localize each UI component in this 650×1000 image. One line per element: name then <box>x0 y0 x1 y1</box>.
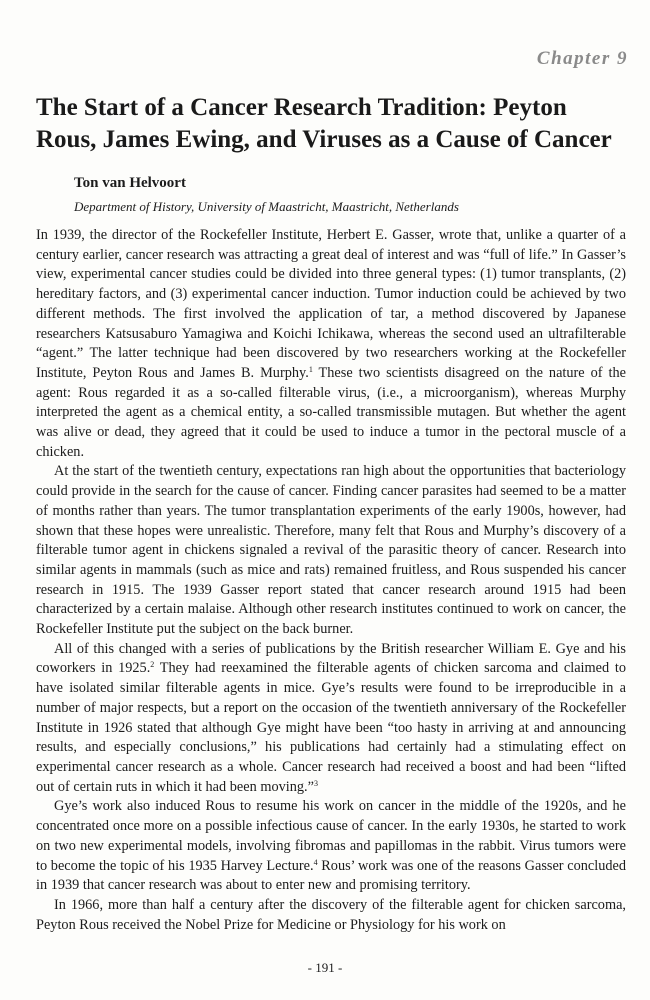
footnote-ref-2: 2 <box>150 660 155 670</box>
paragraph-text: These two scientists disagreed on the nature of the agent: Rous regarded it as a so-called filterable virus, (i.e., a microorganism), whereas Murphy interpreted the agent as a chemical entity, a so-called transmissible mutagen. But whether the agent was alive or dead, they agreed that it could be used to induce a tumor in the pectoral muscle of a chicken. <box>36 364 626 460</box>
author-name: Ton van Helvoort <box>74 175 186 191</box>
paragraph-text: Gye’s work also induced Rous to resume his work on cancer in the middle of the 1920s, and he concentrated once more on a possible infectious cause of cancer. In the early 1930s, he started to work on two new experimental models, involving fibromas and papillomas in the rabbit. Virus tumors were to become the topic of his 1935 Harvey Lecture. <box>36 798 626 874</box>
author-affiliation: Department of History, University of Maastricht, Maastricht, Netherlands <box>74 199 459 214</box>
footnote-ref-1: 1 <box>308 364 313 374</box>
paragraph-text: At the start of the twentieth century, expectations ran high about the opportunities that bacteriology could provide in the search for the cause of cancer. Finding cancer parasites had seemed to be a matter of months rather than years. The tumor transplantation experiments of the early 1900s, however, had shown that these hopes were unrealistic. Therefore, many felt that Rous and Murphy’s discovery of a filterable tumor agent in chickens signaled a revival of the parasitic theory of cancer. Research into similar agents in mammals (such as mice and rats) remained fruitless, and Rous suspended his cancer research in 1915. The 1939 Gasser report stated that cancer research around 1915 had been characterized by a certain malaise. Although other research institutes continued to work on cancer, the Rockefeller Institute put the subject on the back burner. <box>36 463 626 638</box>
paragraph-text: In 1939, the director of the Rockefeller Institute, Herbert E. Gasser, wrote that, unlike a quarter of a century earlier, cancer research was attracting a great deal of interest and was “full of life.” In Gasser’s view, experimental cancer studies could be divided into three general types: (1) tumor transplants, (2) hereditary factors, and (3) experimental cancer induction. Tumor induction could be achieved by two different methods. The first involved the application of tar, a method discovered by Japanese researchers Katsusaburo Yamagiwa and Koichi Ichikawa, whereas the second used an ultrafilterable “agent.” The latter technique had been discovered by two researchers working at the Rockefeller Institute, Peyton Rous and James B. Murphy. <box>36 227 626 381</box>
paragraph-4 <box>36 797 626 896</box>
footnote-ref-3: 3 <box>313 778 318 788</box>
chapter-label: Chapter 9 <box>536 48 628 69</box>
page-number: - 191 - <box>307 960 343 975</box>
body-text <box>36 226 626 935</box>
paragraph-text: All of this changed with a series of publications by the British researcher William E. Gye and his coworkers in 1925. <box>36 640 626 677</box>
paragraph-text: They had reexamined the filterable agents of chicken sarcoma and claimed to have isolated similar filterable agents in mice. Gye’s results were found to be irreproducible in a number of major respects, but a report on the occasion of the twentieth anniversary of the Rockefeller Institute in 1926 stated that although Gye might have been “too hasty in arriving at and announcing results, and especially conclusions,” his publications had certainly had a stimulating effect on experimental cancer research as a whole. Cancer research had received a boost and had been “lifted out of certain ruts in which it had been moving.” <box>36 660 626 795</box>
chapter-title: The Start of a Cancer Research Tradition: Peyton Rous, James Ewing, and Viruses as a Cause of Cancer <box>36 94 612 153</box>
paragraph-5 <box>36 896 626 935</box>
paragraph-2 <box>36 462 626 639</box>
paragraph-1 <box>36 226 626 462</box>
footnote-ref-4: 4 <box>313 857 318 867</box>
paragraph-text: In 1966, more than half a century after the discovery of the filterable agent for chicken sarcoma, Peyton Rous received the Nobel Prize for Medicine or Physiology for his work on <box>36 896 626 933</box>
paragraph-text: Rous’ work was one of the reasons Gasser concluded in 1939 that cancer research was about to enter new and promising territory. <box>36 857 626 894</box>
paragraph-3 <box>36 640 626 798</box>
